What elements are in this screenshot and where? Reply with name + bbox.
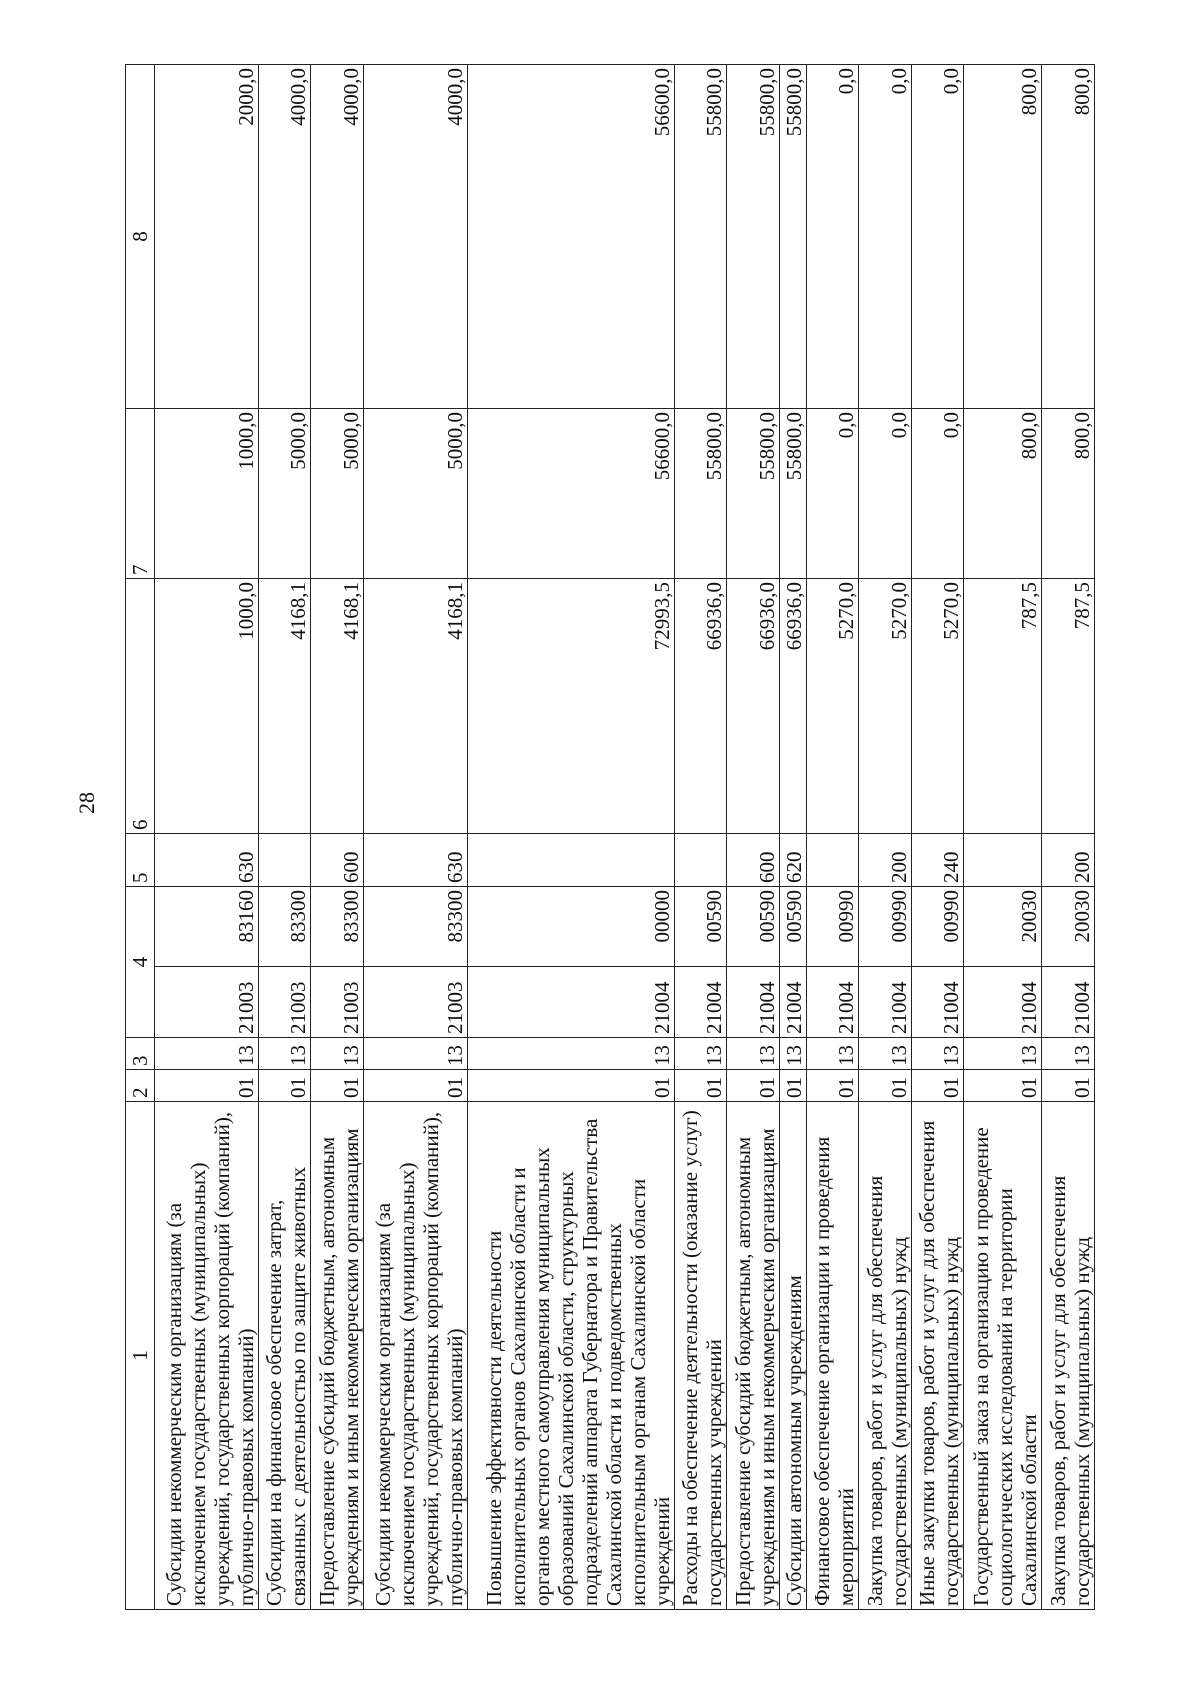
row-value-col8: 4000,0 xyxy=(311,65,364,409)
row-value-col8: 800,0 xyxy=(964,65,1042,409)
row-target-code-part2: 00990 xyxy=(911,887,964,967)
row-value-col7: 0,0 xyxy=(911,409,964,579)
table-row xyxy=(911,65,964,1610)
row-value-col8: 0,0 xyxy=(911,65,964,409)
row-section-code: 01 xyxy=(964,1070,1042,1102)
row-subsection-code: 13 xyxy=(258,1038,311,1070)
row-target-code-part1: 21003 xyxy=(155,967,259,1038)
table-row xyxy=(311,65,364,1610)
row-subsection-code: 13 xyxy=(779,1038,806,1070)
row-value-col6: 66936,0 xyxy=(674,579,727,834)
row-value-col6: 5270,0 xyxy=(859,579,912,834)
row-target-code-part2: 00000 xyxy=(467,887,674,967)
row-target-code-part1: 21004 xyxy=(779,967,806,1038)
row-target-code-part1: 21004 xyxy=(806,967,859,1038)
row-value-col6: 66936,0 xyxy=(779,579,806,834)
row-target-code-part2: 00590 xyxy=(674,887,727,967)
row-value-col6: 787,5 xyxy=(1042,579,1095,834)
row-value-col6: 787,5 xyxy=(964,579,1042,834)
row-target-code-part1: 21003 xyxy=(363,967,467,1038)
row-value-col6: 5270,0 xyxy=(806,579,859,834)
row-value-col7: 55800,0 xyxy=(779,409,806,579)
row-expense-type-code: 630 xyxy=(155,834,259,887)
row-value-col8: 4000,0 xyxy=(363,65,467,409)
row-name: Предоставление субсидий бюджетным, автономным учреждениям и иным некоммерческим организациям xyxy=(311,1102,364,1610)
header-col-8: 8 xyxy=(126,65,155,409)
row-value-col8: 800,0 xyxy=(1042,65,1095,409)
row-expense-type-code: 600 xyxy=(311,834,364,887)
row-value-col8: 2000,0 xyxy=(155,65,259,409)
row-value-col8: 55800,0 xyxy=(727,65,780,409)
table-row xyxy=(467,65,674,1610)
rotated-table-container xyxy=(125,65,1095,1610)
row-value-col8: 0,0 xyxy=(859,65,912,409)
row-target-code-part1: 21004 xyxy=(727,967,780,1038)
row-value-col6: 4168,1 xyxy=(258,579,311,834)
row-subsection-code: 13 xyxy=(363,1038,467,1070)
table-row xyxy=(258,65,311,1610)
row-section-code: 01 xyxy=(1042,1070,1095,1102)
row-target-code-part2: 00590 xyxy=(727,887,780,967)
row-target-code-part2: 20030 xyxy=(1042,887,1095,967)
table-row xyxy=(1042,65,1095,1610)
table-row xyxy=(727,65,780,1610)
row-target-code-part2: 00990 xyxy=(806,887,859,967)
header-col-1: 1 xyxy=(126,1102,155,1610)
row-subsection-code: 13 xyxy=(467,1038,674,1070)
header-col-5: 5 xyxy=(126,834,155,887)
row-value-col7: 5000,0 xyxy=(258,409,311,579)
row-section-code: 01 xyxy=(779,1070,806,1102)
row-subsection-code: 13 xyxy=(311,1038,364,1070)
row-name: Предоставление субсидий бюджетным, автономным учреждениям и иным некоммерческим организациям xyxy=(727,1102,780,1610)
row-name: Повышение эффективности деятельности исполнительных органов Сахалинской области и органов местного самоуправления муниципальных образований Сахалинской области, структурных подразделений аппарата Губернатора и Правительства Сахалинской области и подведомственных исполнительным органам Сахалинской области учреждений xyxy=(467,1102,674,1610)
row-section-code: 01 xyxy=(806,1070,859,1102)
row-target-code-part2: 20030 xyxy=(964,887,1042,967)
row-name: Субсидии некоммерческим организациям (за исключением государственных (муниципальных) учреждений, государственных корпораций (компаний), публично-правовых компаний) xyxy=(363,1102,467,1610)
row-value-col8: 0,0 xyxy=(806,65,859,409)
row-name: Закупка товаров, работ и услуг для обеспечения государственных (муниципальных) нужд xyxy=(1042,1102,1095,1610)
row-value-col6: 4168,1 xyxy=(311,579,364,834)
header-col-3: 3 xyxy=(126,1038,155,1070)
row-subsection-code: 13 xyxy=(674,1038,727,1070)
row-section-code: 01 xyxy=(363,1070,467,1102)
row-section-code: 01 xyxy=(727,1070,780,1102)
row-expense-type-code xyxy=(258,834,311,887)
header-col-7: 7 xyxy=(126,409,155,579)
row-value-col7: 800,0 xyxy=(1042,409,1095,579)
row-name: Иные закупки товаров, работ и услуг для обеспечения государственных (муниципальных) нужд xyxy=(911,1102,964,1610)
row-subsection-code: 13 xyxy=(806,1038,859,1070)
row-section-code: 01 xyxy=(674,1070,727,1102)
row-target-code-part1: 21003 xyxy=(311,967,364,1038)
row-subsection-code: 13 xyxy=(911,1038,964,1070)
row-value-col8: 55800,0 xyxy=(779,65,806,409)
row-value-col6: 1000,0 xyxy=(155,579,259,834)
header-col-4: 4 xyxy=(126,887,155,1038)
row-target-code-part2: 83160 xyxy=(155,887,259,967)
row-subsection-code: 13 xyxy=(964,1038,1042,1070)
row-value-col8: 55800,0 xyxy=(674,65,727,409)
row-section-code: 01 xyxy=(911,1070,964,1102)
row-value-col6: 4168,1 xyxy=(363,579,467,834)
row-subsection-code: 13 xyxy=(155,1038,259,1070)
row-name: Субсидии некоммерческим организациям (за исключением государственных (муниципальных) учреждений, государственных корпораций (компаний), публично-правовых компаний) xyxy=(155,1102,259,1610)
row-expense-type-code xyxy=(964,834,1042,887)
row-value-col7: 55800,0 xyxy=(674,409,727,579)
row-section-code: 01 xyxy=(155,1070,259,1102)
table-row xyxy=(806,65,859,1610)
row-expense-type-code: 200 xyxy=(859,834,912,887)
row-target-code-part1: 21004 xyxy=(859,967,912,1038)
table-row xyxy=(859,65,912,1610)
row-name: Финансовое обеспечение организации и проведения мероприятий xyxy=(806,1102,859,1610)
row-name: Субсидии на финансовое обеспечение затрат, связанных с деятельностью по защите животных xyxy=(258,1102,311,1610)
row-section-code: 01 xyxy=(311,1070,364,1102)
row-subsection-code: 13 xyxy=(727,1038,780,1070)
row-target-code-part1: 21004 xyxy=(467,967,674,1038)
table-header-row xyxy=(126,65,155,1610)
row-name: Субсидии автономным учреждениям xyxy=(779,1102,806,1610)
row-value-col6: 66936,0 xyxy=(727,579,780,834)
row-name: Закупка товаров, работ и услуг для обеспечения государственных (муниципальных) нужд xyxy=(859,1102,912,1610)
row-section-code: 01 xyxy=(467,1070,674,1102)
row-expense-type-code: 630 xyxy=(363,834,467,887)
row-expense-type-code: 200 xyxy=(1042,834,1095,887)
page-number: 28 xyxy=(74,792,99,814)
row-expense-type-code: 600 xyxy=(727,834,780,887)
row-target-code-part1: 21004 xyxy=(911,967,964,1038)
table-row xyxy=(779,65,806,1610)
table-row xyxy=(964,65,1042,1610)
row-expense-type-code xyxy=(467,834,674,887)
row-value-col6: 72993,5 xyxy=(467,579,674,834)
header-col-6: 6 xyxy=(126,579,155,834)
row-value-col7: 0,0 xyxy=(859,409,912,579)
table-row xyxy=(155,65,259,1610)
row-target-code-part1: 21004 xyxy=(964,967,1042,1038)
budget-table xyxy=(125,64,1095,1610)
table-row xyxy=(674,65,727,1610)
row-name: Расходы на обеспечение деятельности (оказание услуг) государственных учреждений xyxy=(674,1102,727,1610)
row-section-code: 01 xyxy=(859,1070,912,1102)
header-col-2: 2 xyxy=(126,1070,155,1102)
row-target-code-part2: 83300 xyxy=(258,887,311,967)
row-target-code-part2: 83300 xyxy=(363,887,467,967)
row-target-code-part1: 21004 xyxy=(1042,967,1095,1038)
table-row xyxy=(363,65,467,1610)
row-subsection-code: 13 xyxy=(859,1038,912,1070)
row-value-col8: 56600,0 xyxy=(467,65,674,409)
row-expense-type-code: 240 xyxy=(911,834,964,887)
row-value-col7: 800,0 xyxy=(964,409,1042,579)
row-name: Государственный заказ на организацию и проведение социологических исследований на территории Сахалинской области xyxy=(964,1102,1042,1610)
row-target-code-part2: 00990 xyxy=(859,887,912,967)
row-value-col8: 4000,0 xyxy=(258,65,311,409)
row-value-col7: 55800,0 xyxy=(727,409,780,579)
row-expense-type-code xyxy=(806,834,859,887)
row-value-col7: 0,0 xyxy=(806,409,859,579)
row-value-col7: 5000,0 xyxy=(311,409,364,579)
row-target-code-part1: 21003 xyxy=(258,967,311,1038)
row-target-code-part2: 00590 xyxy=(779,887,806,967)
row-target-code-part1: 21004 xyxy=(674,967,727,1038)
row-value-col7: 56600,0 xyxy=(467,409,674,579)
row-value-col7: 5000,0 xyxy=(363,409,467,579)
row-section-code: 01 xyxy=(258,1070,311,1102)
row-expense-type-code xyxy=(674,834,727,887)
row-value-col7: 1000,0 xyxy=(155,409,259,579)
row-subsection-code: 13 xyxy=(1042,1038,1095,1070)
row-expense-type-code: 620 xyxy=(779,834,806,887)
row-value-col6: 5270,0 xyxy=(911,579,964,834)
row-target-code-part2: 83300 xyxy=(311,887,364,967)
